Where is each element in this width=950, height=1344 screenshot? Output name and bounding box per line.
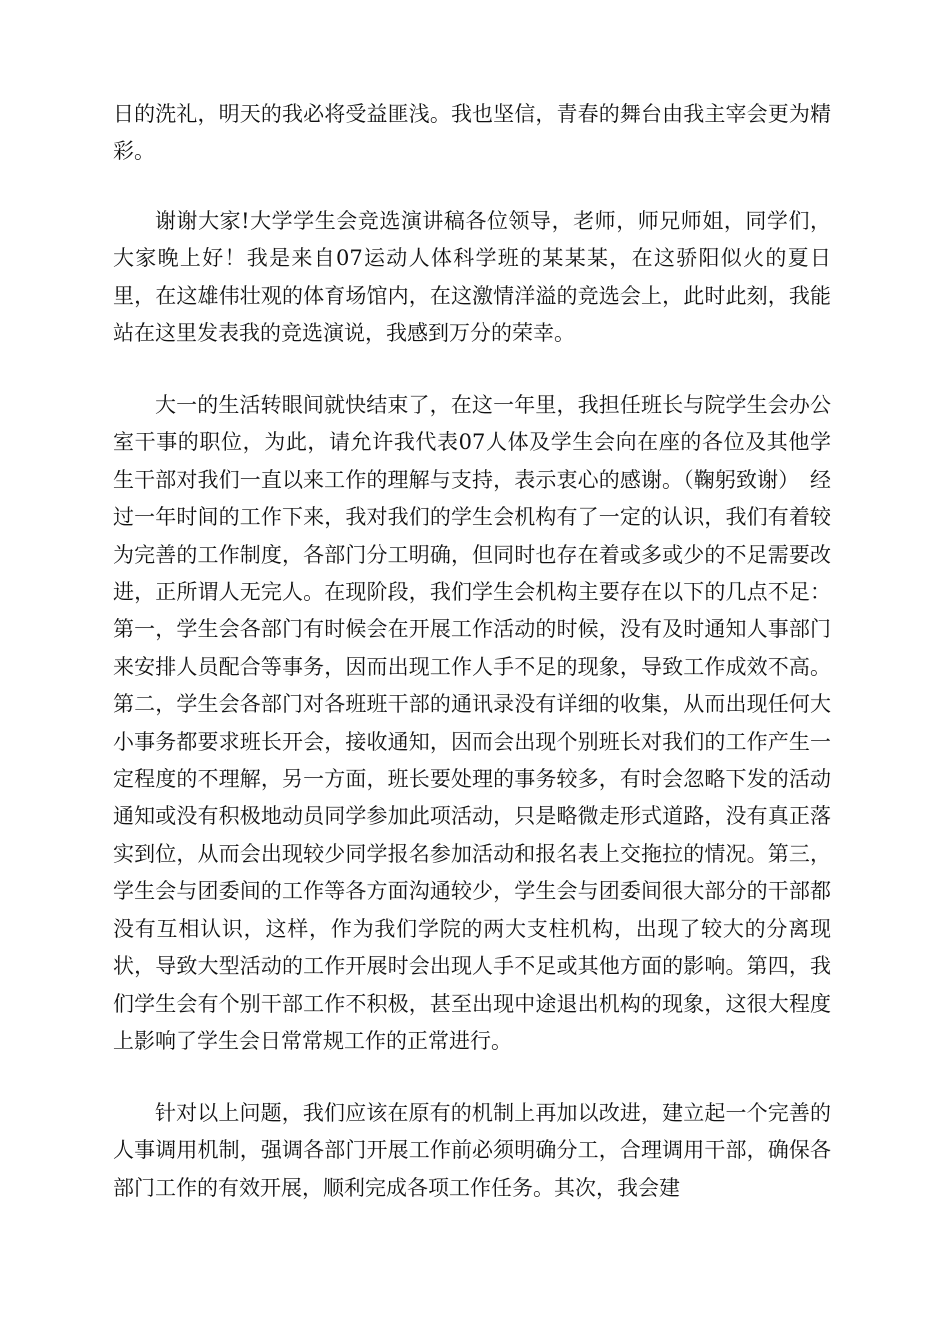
paragraph-text: 谢谢大家!大学学生会竞选演讲稿各位领导，老师，师兄师姐，同学们，大家晚上好！我是来自07运动人体科学班的某某某，在这骄阳似火的夏日里，在这雄伟壮观的体育场馆内，在这激情洋溢的竞选会上，此时此刻，我能站在这里发表我的竞选演说，我感到万分的荣幸。 — [113, 209, 831, 346]
paragraph-3 — [113, 387, 831, 1060]
paragraph-4 — [113, 1095, 831, 1207]
paragraph-text: 日的洗礼，明天的我必将受益匪浅。我也坚信，青春的舞台由我主宰会更为精彩。 — [113, 102, 831, 164]
paragraph-2 — [113, 203, 831, 353]
paragraph-1 — [113, 96, 831, 171]
paragraph-text: 针对以上问题，我们应该在原有的机制上再加以改进，建立起一个完善的人事调用机制，强调各部门开展工作前必须明确分工，合理调用干部，确保各部门工作的有效开展，顺利完成各项工作任务。其次，我会建 — [113, 1101, 831, 1200]
paragraph-text: 大一的生活转眼间就快结束了，在这一年里，我担任班长与院学生会办公室干事的职位，为此，请允许我代表07人体及学生会向在座的各位及其他学生干部对我们一直以来工作的理解与支持，表示衷心的感谢。（鞠躬致谢） 经过一年时间的工作下来，我对我们的学生会机构有了一定的认识，我们有着较为完善的工作制度，各部门分工明确，但同时也存在着或多或少的不足需要改进，正所谓人无完人。在现阶段，我们学生会机构主要存在以下的几点不足：第一，学生会各部门有时候会在开展工作活动的时候，没有及时通知人事部门来安排人员配合等事务，因而出现工作人手不足的现象，导致工作成效不高。第二，学生会各部门对各班班干部的通讯录没有详细的收集，从而出现任何大小事务都要求班长开会，接收通知，因而会出现个别班长对我们的工作产生一定程度的不理解，另一方面，班长要处理的事务较多，有时会忽略下发的活动通知或没有积极地动员同学参加此项活动，只是略微走形式道路，没有真正落实到位，从而会出现较少同学报名参加活动和报名表上交拖拉的情况。第三，学生会与团委间的工作等各方面沟通较少，学生会与团委间很大部分的干部都没有互相认识，这样，作为我们学院的两大支柱机构，出现了较大的分离现状，导致大型活动的工作开展时会出现人手不足或其他方面的影响。第四，我们学生会有个别干部工作不积极，甚至出现中途退出机构的现象，这很大程度上影响了学生会日常常规工作的正常进行。 — [113, 393, 831, 1053]
